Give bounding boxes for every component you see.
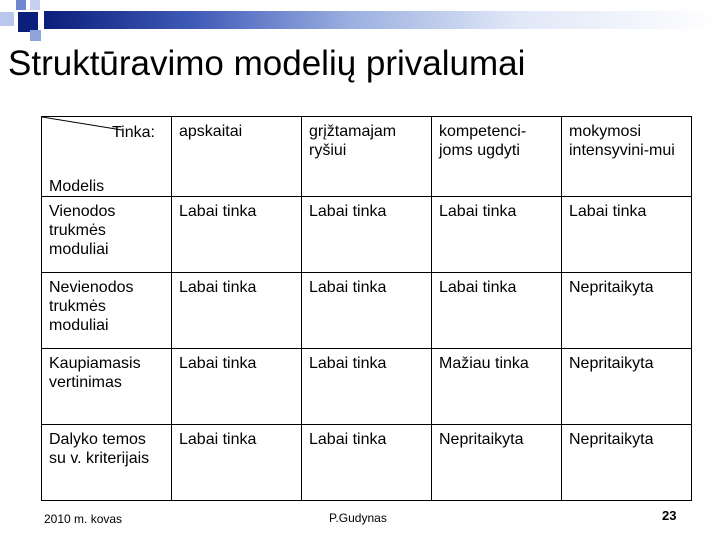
comparison-table bbox=[41, 116, 692, 501]
table-cell: Labai tinka bbox=[172, 349, 302, 425]
decor-square-1 bbox=[16, 0, 26, 10]
table-row bbox=[42, 273, 692, 349]
table-cell: Labai tinka bbox=[172, 197, 302, 273]
footer-author: P.Gudynas bbox=[329, 511, 387, 525]
slide-title: Struktūravimo modelių privalumai bbox=[8, 44, 526, 83]
table-cell: Labai tinka bbox=[172, 425, 302, 501]
table-row bbox=[42, 425, 692, 501]
table-cell: Labai tinka bbox=[302, 425, 432, 501]
table-cell: Nepritaikyta bbox=[562, 349, 692, 425]
table-cell: Nepritaikyta bbox=[562, 273, 692, 349]
column-header: mokymosi intensyvini-mui bbox=[562, 117, 692, 197]
header-row bbox=[42, 117, 692, 197]
page-number: 23 bbox=[662, 508, 677, 523]
table-cell: Labai tinka bbox=[302, 349, 432, 425]
table-cell: Mažiau tinka bbox=[432, 349, 562, 425]
title-accent-bar bbox=[44, 11, 720, 29]
row-label: Nevienodos trukmės moduliai bbox=[42, 273, 172, 349]
column-header: grįžtamajam ryšiui bbox=[302, 117, 432, 197]
decor-square-5 bbox=[30, 30, 41, 41]
row-label: Dalyko temos su v. kriterijais bbox=[42, 425, 172, 501]
table-row bbox=[42, 197, 692, 273]
decor-square-3 bbox=[0, 12, 14, 26]
row-label: Kaupiamasis vertinimas bbox=[42, 349, 172, 425]
table-cell: Nepritaikyta bbox=[432, 425, 562, 501]
table-cell: Labai tinka bbox=[172, 273, 302, 349]
corner-top-label: Tinka: bbox=[112, 124, 155, 141]
row-label: Vienodos trukmės moduliai bbox=[42, 197, 172, 273]
decor-square-2 bbox=[30, 0, 40, 10]
table-cell: Labai tinka bbox=[562, 197, 692, 273]
table-cell: Nepritaikyta bbox=[562, 425, 692, 501]
decor-square-4 bbox=[18, 12, 38, 32]
table-cell: Labai tinka bbox=[302, 273, 432, 349]
corner-bottom-label: Modelis bbox=[49, 178, 105, 195]
table-cell: Labai tinka bbox=[432, 273, 562, 349]
column-header: kompetenci-joms ugdyti bbox=[432, 117, 562, 197]
column-header: apskaitai bbox=[172, 117, 302, 197]
table-cell: Labai tinka bbox=[432, 197, 562, 273]
corner-cell bbox=[42, 117, 172, 197]
table-cell: Labai tinka bbox=[302, 197, 432, 273]
footer-date: 2010 m. kovas bbox=[44, 512, 123, 526]
table-row bbox=[42, 349, 692, 425]
